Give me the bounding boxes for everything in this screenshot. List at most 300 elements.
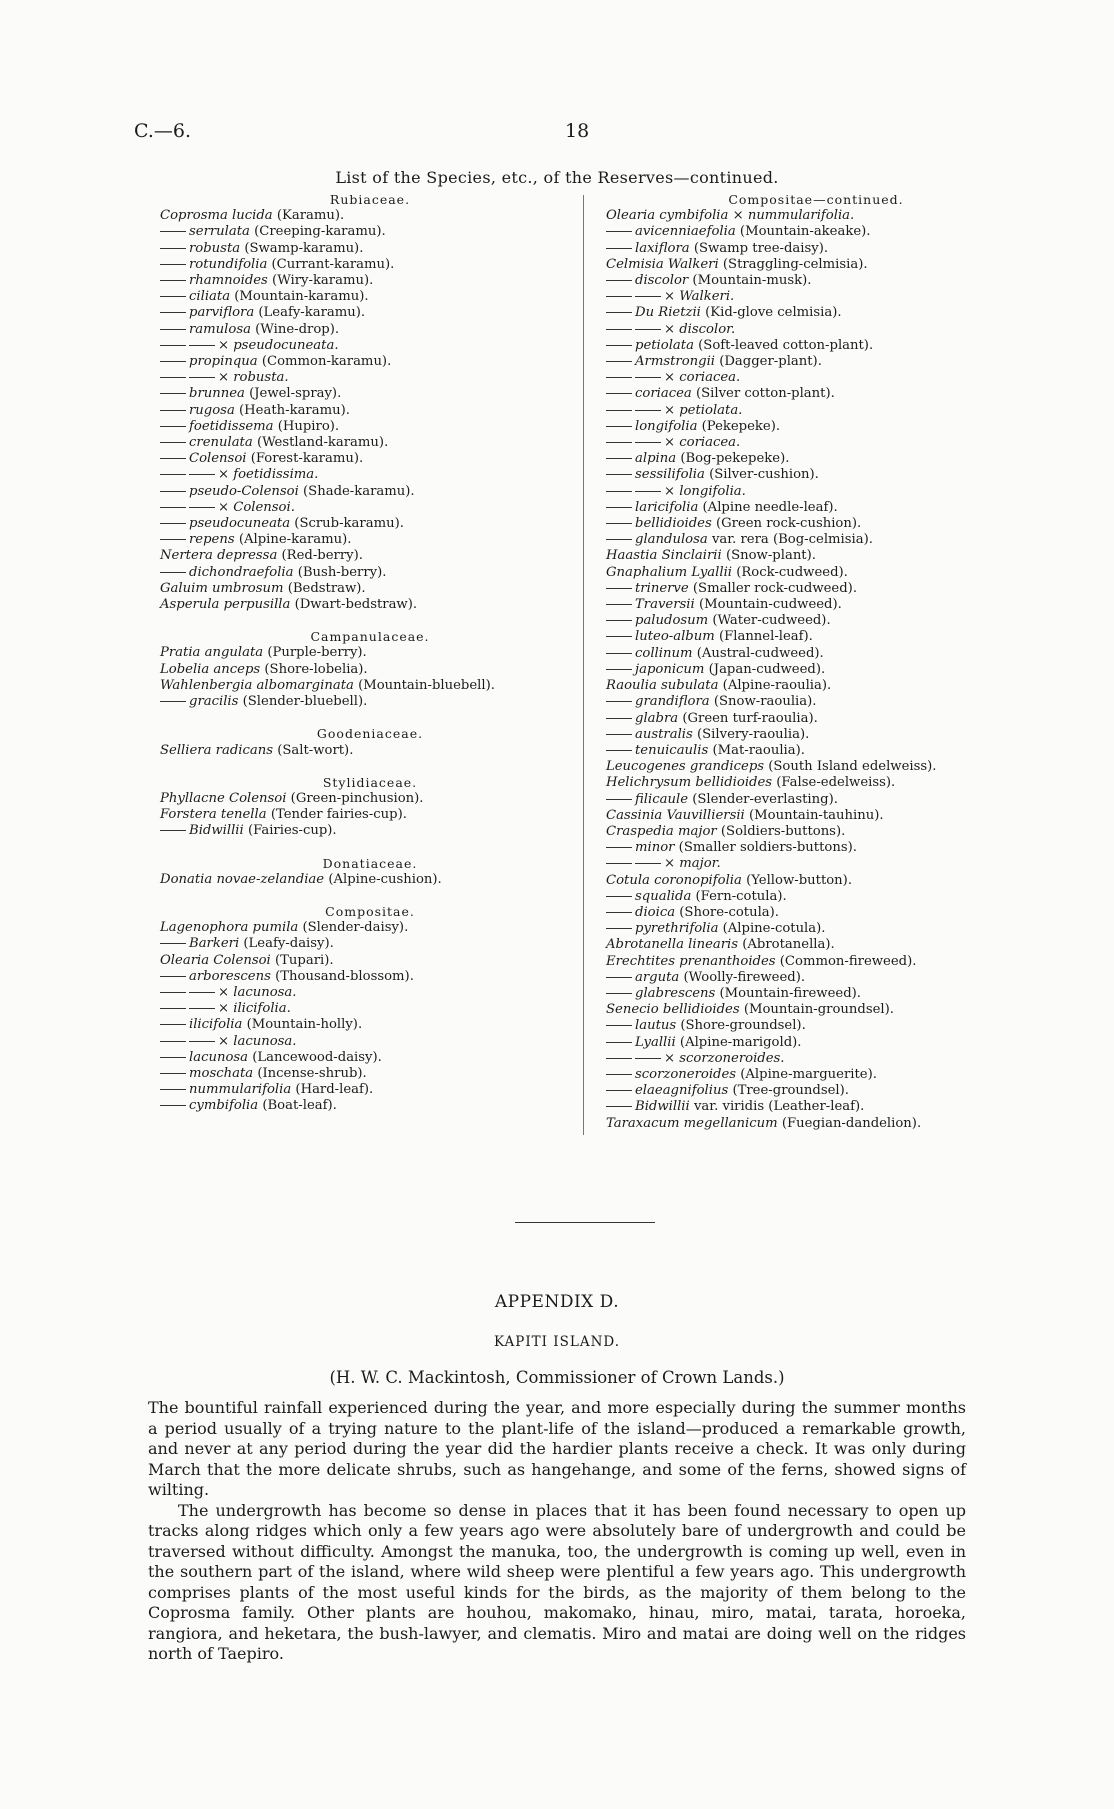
ditto-dash xyxy=(606,523,632,524)
common-name: (Mountain-groundsel). xyxy=(743,1002,894,1018)
scientific-name: Taraxacum megellanicum xyxy=(606,1115,778,1131)
scientific-name: Traversii xyxy=(635,597,695,613)
common-name: (Creeping-karamu). xyxy=(254,224,386,240)
ditto-dash xyxy=(606,734,632,735)
species-entry xyxy=(160,516,580,532)
ditto-dash xyxy=(635,491,661,492)
ditto-dash xyxy=(606,896,632,897)
common-name: (Abrotanella). xyxy=(742,937,835,953)
ditto-dash xyxy=(160,1024,186,1025)
species-column-left xyxy=(160,192,580,1115)
species-entry xyxy=(160,1098,580,1114)
scientific-name: longifolia xyxy=(635,418,698,434)
scientific-name: × ilicifolia. xyxy=(218,1001,291,1017)
species-entry xyxy=(606,905,1026,921)
scientific-name: pseudo-Colensoi xyxy=(189,483,299,499)
common-name: (Alpine-marguerite). xyxy=(740,1066,877,1082)
species-entry xyxy=(160,467,580,483)
ditto-dash xyxy=(606,361,632,362)
scientific-name: scorzoneroides xyxy=(635,1066,737,1082)
common-name: (Mountain-musk). xyxy=(692,273,812,289)
ditto-dash xyxy=(606,1058,632,1059)
species-entry xyxy=(606,241,1026,257)
scientific-name: Cassinia Vauvilliersii xyxy=(606,807,745,823)
scientific-name: pyrethrifolia xyxy=(635,921,719,937)
scientific-name: Lobelia anceps xyxy=(160,661,261,677)
ditto-dash xyxy=(160,377,186,378)
species-entry xyxy=(606,824,1026,840)
scientific-name: foetidissema xyxy=(189,418,274,434)
scientific-name: ciliata xyxy=(189,289,231,305)
ditto-dash xyxy=(606,718,632,719)
common-name: (Snow-plant). xyxy=(725,548,816,564)
species-entry xyxy=(160,548,580,564)
species-entry xyxy=(606,597,1026,613)
ditto-dash xyxy=(160,231,186,232)
ditto-dash xyxy=(606,1074,632,1075)
common-name: (Soft-leaved cotton-plant). xyxy=(698,337,874,353)
ditto-dash xyxy=(160,410,186,411)
ditto-dash xyxy=(160,701,186,702)
scientific-name: filicaule xyxy=(635,791,688,807)
scientific-name: Bidwillii xyxy=(635,1099,690,1115)
species-entry xyxy=(606,613,1026,629)
common-name: (Green rock-cushion). xyxy=(715,516,862,532)
species-entry xyxy=(606,338,1026,354)
ditto-dash xyxy=(160,474,186,475)
common-name: (Thousand-blossom). xyxy=(275,968,414,984)
ditto-dash xyxy=(606,248,632,249)
ditto-dash xyxy=(160,1073,186,1074)
species-entry xyxy=(606,678,1026,694)
species-entry xyxy=(160,403,580,419)
species-entry xyxy=(160,208,580,224)
scientific-name: gracilis xyxy=(189,694,239,710)
ditto-dash xyxy=(635,329,661,330)
common-name: (Slender-daisy). xyxy=(302,920,409,936)
common-name: (Purple-berry). xyxy=(267,645,367,661)
family-heading: Compositae. xyxy=(325,903,415,919)
ditto-dash xyxy=(635,377,661,378)
common-name: (Silvery-raoulia). xyxy=(697,726,810,742)
scientific-name: × robusta. xyxy=(218,370,289,386)
scientific-name: × major. xyxy=(664,856,721,872)
ditto-dash xyxy=(606,1025,632,1026)
ditto-dash xyxy=(606,474,632,475)
common-name: (Tupari). xyxy=(274,952,334,968)
common-name: (Salt-wort). xyxy=(277,742,354,758)
common-name: (Fairies-cup). xyxy=(247,823,337,839)
species-entry xyxy=(160,241,580,257)
scientific-name: Barkeri xyxy=(189,936,240,952)
scientific-name: Cotula coronopifolia xyxy=(606,872,742,888)
scientific-name: Abrotanella linearis xyxy=(606,937,739,953)
species-entry xyxy=(160,678,580,694)
species-entry xyxy=(606,743,1026,759)
ditto-dash xyxy=(606,863,632,864)
ditto-dash xyxy=(606,345,632,346)
common-name: (Fuegian-dandelion). xyxy=(781,1115,922,1131)
scientific-name: Raoulia subulata xyxy=(606,678,719,694)
ditto-dash xyxy=(606,912,632,913)
species-entry xyxy=(606,224,1026,240)
common-name: (Slender-everlasting). xyxy=(692,791,838,807)
common-name: (Japan-cudweed). xyxy=(708,661,826,677)
scientific-name: ilicifolia xyxy=(189,1017,243,1033)
ditto-dash xyxy=(606,620,632,621)
scientific-name: Pratia angulata xyxy=(160,645,264,661)
ditto-dash xyxy=(606,993,632,994)
column-divider xyxy=(583,195,584,1135)
scientific-name: alpina xyxy=(635,451,677,467)
scientific-name: lautus xyxy=(635,1018,677,1034)
scientific-name: Helichrysum bellidioides xyxy=(606,775,773,791)
ditto-dash xyxy=(606,977,632,978)
ditto-dash xyxy=(606,539,632,540)
family-heading: Campanulaceae. xyxy=(310,629,430,645)
ditto-dash xyxy=(606,653,632,654)
scientific-name: × pseudocuneata. xyxy=(218,337,339,353)
species-entry xyxy=(606,467,1026,483)
ditto-dash xyxy=(606,750,632,751)
common-name: (Alpine-raoulia). xyxy=(722,678,832,694)
scientific-name: Lyallii xyxy=(635,1034,676,1050)
ditto-dash xyxy=(606,1090,632,1091)
common-name: (Boat-leaf). xyxy=(262,1098,337,1114)
species-entry xyxy=(606,419,1026,435)
scientific-name: × foetidissima. xyxy=(218,467,319,483)
scientific-name: Celmisia Walkeri xyxy=(606,256,719,272)
common-name: (Westland-karamu). xyxy=(256,435,389,451)
common-name: (Alpine-cushion). xyxy=(328,871,442,887)
species-entry xyxy=(606,792,1026,808)
scientific-name: Nertera depressa xyxy=(160,548,278,564)
scientific-name: × petiolata. xyxy=(664,402,743,418)
species-entry xyxy=(160,1001,580,1017)
species-entry xyxy=(606,1018,1026,1034)
species-entry xyxy=(160,500,580,516)
common-name: (Bush-berry). xyxy=(297,564,387,580)
species-entry xyxy=(160,532,580,548)
ditto-dash xyxy=(160,976,186,977)
species-entry xyxy=(160,985,580,1001)
ditto-dash xyxy=(160,1089,186,1090)
species-entry xyxy=(606,711,1026,727)
scientific-name: Olearia Colensoi xyxy=(160,952,271,968)
ditto-dash xyxy=(606,426,632,427)
species-entry xyxy=(160,1050,580,1066)
common-name: (Currant-karamu). xyxy=(271,256,395,272)
ditto-dash xyxy=(160,312,186,313)
family-heading: Rubiaceae. xyxy=(329,192,411,207)
common-name: (Slender-bluebell). xyxy=(242,694,368,710)
scientific-name: elaeagnifolius xyxy=(635,1083,729,1099)
species-entry xyxy=(606,889,1026,905)
common-name: (Leafy-daisy). xyxy=(243,936,334,952)
common-name: (Shore-lobelia). xyxy=(264,661,368,677)
common-name: (Snow-raoulia). xyxy=(713,694,817,710)
common-name: (Bog-pekepeke). xyxy=(680,451,790,467)
scientific-name: Bidwillii xyxy=(189,823,244,839)
species-entry xyxy=(606,500,1026,516)
scientific-name: avicenniaefolia xyxy=(635,224,736,240)
species-entry xyxy=(160,1066,580,1082)
common-name: (Yellow-button). xyxy=(746,872,853,888)
scientific-name: Lagenophora pumila xyxy=(160,920,299,936)
scientific-name: pseudocuneata xyxy=(189,516,291,532)
common-name: (Kid-glove celmisia). xyxy=(705,305,842,321)
scientific-name: paludosum xyxy=(635,613,709,629)
species-entry xyxy=(606,629,1026,645)
appendix-subtitle: KAPITI ISLAND. xyxy=(493,1334,621,1350)
appendix-author: (H. W. C. Mackintosh, Commissioner of Crown Lands.) xyxy=(329,1368,785,1387)
species-entry xyxy=(606,581,1026,597)
species-entry xyxy=(606,322,1026,338)
ditto-dash xyxy=(606,1106,632,1107)
common-name: (Swamp-karamu). xyxy=(244,240,364,256)
species-entry xyxy=(160,920,580,936)
ditto-dash xyxy=(160,1057,186,1058)
common-name: (Austral-cudweed). xyxy=(696,645,824,661)
ditto-dash xyxy=(160,523,186,524)
scientific-name: Wahlenbergia albomarginata xyxy=(160,677,354,693)
ditto-dash xyxy=(189,377,215,378)
species-entry xyxy=(606,273,1026,289)
scientific-name: Senecio bellidioides xyxy=(606,1002,740,1018)
ditto-dash xyxy=(635,410,661,411)
species-entry xyxy=(606,727,1026,743)
species-entry xyxy=(606,662,1026,678)
scientific-name: Selliera radicans xyxy=(160,742,273,758)
common-name: (Soldiers-buttons). xyxy=(720,823,846,839)
species-entry xyxy=(160,273,580,289)
scientific-name: × lacunosa. xyxy=(218,984,297,1000)
species-entry xyxy=(606,970,1026,986)
species-entry xyxy=(606,1067,1026,1083)
common-name: (False-edelweiss). xyxy=(776,775,896,791)
scientific-name: petiolata xyxy=(635,337,694,353)
ditto-dash xyxy=(635,863,661,864)
scientific-name: tenuicaulis xyxy=(635,742,709,758)
ditto-dash xyxy=(160,248,186,249)
species-entry xyxy=(160,1082,580,1098)
ditto-dash xyxy=(189,1041,215,1042)
scientific-name: Forstera tenella xyxy=(160,807,267,823)
species-entry xyxy=(160,305,580,321)
scientific-name: japonicum xyxy=(635,661,705,677)
common-name: (Wiry-karamu). xyxy=(272,273,374,289)
species-entry xyxy=(160,953,580,969)
species-entry xyxy=(160,484,580,500)
document-reference: C.—6. xyxy=(134,120,192,142)
common-name: (Wine-drop). xyxy=(255,321,340,337)
species-entry xyxy=(606,289,1026,305)
common-name: (Incense-shrub). xyxy=(257,1065,367,1081)
common-name: (Bedstraw). xyxy=(287,580,366,596)
ditto-dash xyxy=(606,491,632,492)
scientific-name: trinerve xyxy=(635,580,689,596)
ditto-dash xyxy=(160,507,186,508)
species-entry xyxy=(160,581,580,597)
scientific-name: Coprosma lucida xyxy=(160,208,273,224)
scientific-name: squalida xyxy=(635,888,692,904)
common-name: (Hupiro). xyxy=(277,418,340,434)
scientific-name: laricifolia xyxy=(635,499,699,515)
spacer xyxy=(160,840,580,856)
scientific-name: × longifolia. xyxy=(664,483,746,499)
ditto-dash xyxy=(606,928,632,929)
scientific-name: Olearia cymbifolia × nummularifolia. xyxy=(606,208,855,224)
ditto-dash xyxy=(606,636,632,637)
species-entry xyxy=(160,597,580,613)
scientific-name: serrulata xyxy=(189,224,250,240)
common-name: (Forest-karamu). xyxy=(250,451,364,467)
common-name: (Dwart-bedstraw). xyxy=(294,597,418,613)
ditto-dash xyxy=(606,231,632,232)
common-name: (Common-fireweed). xyxy=(779,953,917,969)
species-entry xyxy=(160,645,580,661)
scientific-name: coriacea xyxy=(635,386,692,402)
species-entry xyxy=(160,370,580,386)
scientific-name: Asperula perpusilla xyxy=(160,597,291,613)
ditto-dash xyxy=(160,1008,186,1009)
scientific-name: Leucogenes grandiceps xyxy=(606,759,765,775)
species-entry xyxy=(606,516,1026,532)
scientific-name: glabrescens xyxy=(635,985,716,1001)
common-name: (Mountain-akeake). xyxy=(739,224,871,240)
species-entry xyxy=(606,1002,1026,1018)
appendix-body xyxy=(148,1398,966,1665)
species-entry xyxy=(606,257,1026,273)
common-name: (Pekepeke). xyxy=(701,418,781,434)
common-name: (Water-cudweed). xyxy=(712,613,831,629)
common-name: (Red-berry). xyxy=(281,548,363,564)
common-name: var. viridis (Leather-leaf). xyxy=(693,1099,865,1115)
common-name: (Mountain-tauhinu). xyxy=(748,807,884,823)
species-entry xyxy=(160,807,580,823)
common-name: (Smaller rock-cudweed). xyxy=(692,580,858,596)
ditto-dash xyxy=(606,312,632,313)
species-entry xyxy=(160,936,580,952)
species-entry xyxy=(606,435,1026,451)
species-entry xyxy=(160,354,580,370)
common-name: (South Island edelweiss). xyxy=(768,759,937,775)
ditto-dash xyxy=(635,296,661,297)
ditto-dash xyxy=(160,442,186,443)
spacer xyxy=(160,888,580,904)
ditto-dash xyxy=(160,361,186,362)
species-entry xyxy=(606,759,1026,775)
common-name: (Silver-cushion). xyxy=(709,467,819,483)
common-name: (Leafy-karamu). xyxy=(258,305,366,321)
species-entry xyxy=(606,840,1026,856)
species-entry xyxy=(606,565,1026,581)
scientific-name: crenulata xyxy=(189,435,253,451)
scientific-name: × coriacea. xyxy=(664,435,741,451)
common-name: (Flannel-leaf). xyxy=(718,629,813,645)
ditto-dash xyxy=(160,458,186,459)
scientific-name: minor xyxy=(635,840,675,856)
ditto-dash xyxy=(635,442,661,443)
scientific-name: dichondraefolia xyxy=(189,564,294,580)
common-name: (Karamu). xyxy=(276,208,345,224)
species-entry xyxy=(606,694,1026,710)
scientific-name: dioica xyxy=(635,904,676,920)
scientific-name: × discolor. xyxy=(664,321,736,337)
species-entry xyxy=(606,208,1026,224)
common-name: (Alpine-marigold). xyxy=(679,1034,802,1050)
scientific-name: rotundifolia xyxy=(189,256,268,272)
scientific-name: robusta xyxy=(189,240,241,256)
ditto-dash xyxy=(606,410,632,411)
common-name: (Mountain-holly). xyxy=(246,1017,363,1033)
scientific-name: lacunosa xyxy=(189,1049,249,1065)
scientific-name: australis xyxy=(635,726,693,742)
scientific-name: Gnaphalium Lyallii xyxy=(606,564,733,580)
species-entry xyxy=(606,484,1026,500)
common-name: (Woolly-fireweed). xyxy=(683,969,806,985)
common-name: (Fern-cotula). xyxy=(695,888,787,904)
scientific-name: Donatia novae-zelandiae xyxy=(160,871,325,887)
ditto-dash xyxy=(606,669,632,670)
common-name: (Shore-groundsel). xyxy=(680,1018,806,1034)
scientific-name: sessilifolia xyxy=(635,467,705,483)
common-name: (Lancewood-daisy). xyxy=(252,1049,382,1065)
ditto-dash xyxy=(160,264,186,265)
ditto-dash xyxy=(606,393,632,394)
family-heading: Stylidiaceae. xyxy=(322,774,418,790)
scientific-name: Haastia Sinclairii xyxy=(606,548,722,564)
species-entry xyxy=(606,354,1026,370)
species-entry xyxy=(160,338,580,354)
ditto-dash xyxy=(160,393,186,394)
species-entry xyxy=(606,370,1026,386)
scientific-name: repens xyxy=(189,532,235,548)
species-entry xyxy=(606,873,1026,889)
spacer xyxy=(160,759,580,775)
scientific-name: Du Rietzii xyxy=(635,305,701,321)
scientific-name: moschata xyxy=(189,1065,254,1081)
common-name: (Jewel-spray). xyxy=(249,386,342,402)
species-entry xyxy=(160,257,580,273)
spacer xyxy=(160,613,580,629)
species-entry xyxy=(160,743,580,759)
ditto-dash xyxy=(160,426,186,427)
species-entry xyxy=(606,451,1026,467)
species-entry xyxy=(606,1051,1026,1067)
ditto-dash xyxy=(606,329,632,330)
ditto-dash xyxy=(189,474,215,475)
species-entry xyxy=(160,451,580,467)
ditto-dash xyxy=(606,799,632,800)
family-heading: Goodeniaceae. xyxy=(316,726,424,742)
ditto-dash xyxy=(606,280,632,281)
ditto-dash xyxy=(606,847,632,848)
ditto-dash xyxy=(160,491,186,492)
species-entry xyxy=(160,224,580,240)
scientific-name: laxiflora xyxy=(635,240,690,256)
common-name: var. rera (Bog-celmisia). xyxy=(711,532,873,548)
common-name: (Hard-leaf). xyxy=(295,1082,374,1098)
ditto-dash xyxy=(160,329,186,330)
ditto-dash xyxy=(606,458,632,459)
species-entry xyxy=(606,856,1026,872)
scientific-name: rugosa xyxy=(189,402,235,418)
common-name: (Alpine-cotula). xyxy=(722,921,826,937)
common-name: (Green-pinchusion). xyxy=(290,790,424,806)
common-name: (Mat-raoulia). xyxy=(712,742,805,758)
common-name: (Common-karamu). xyxy=(261,354,392,370)
